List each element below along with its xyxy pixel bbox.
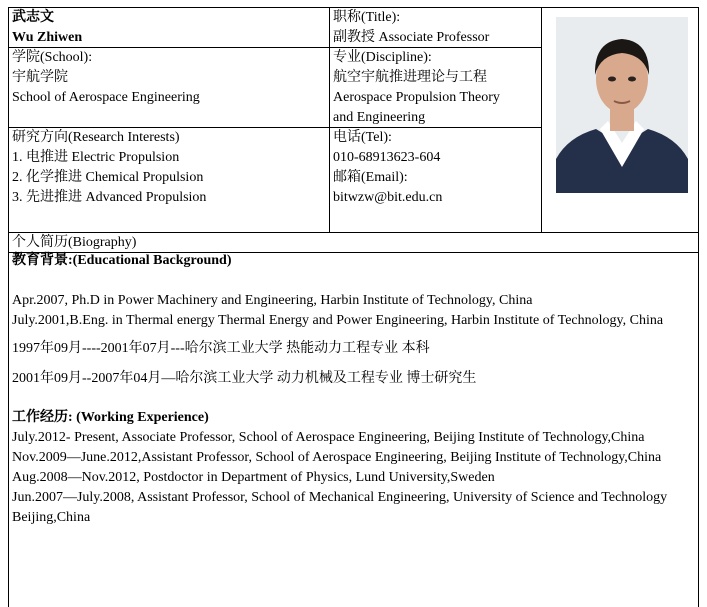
discipline-cn: 航空宇航推进理论与工程	[333, 70, 487, 85]
research-item: 3. 先进推进 Advanced Propulsion	[12, 190, 207, 205]
biography-label: 个人简历(Biography)	[12, 235, 137, 250]
school-label: 学院(School):	[12, 50, 93, 65]
contact-cell	[333, 128, 442, 208]
email-value: bitwzw@bit.edu.cn	[333, 190, 443, 205]
education-item-cn: 1997年09月----2001年07月---哈尔滨工业大学 热能动力工程专业 本科	[12, 341, 430, 356]
biography-section	[12, 251, 696, 528]
portrait-photo	[556, 17, 688, 193]
tel-value: 010-68913623-604	[333, 150, 441, 165]
discipline-label: 专业(Discipline):	[333, 50, 432, 65]
school-cell	[12, 48, 200, 108]
discipline-en-line-2: and Engineering	[333, 110, 426, 125]
name-en: Wu Zhiwen	[12, 30, 83, 45]
table-border-right	[698, 7, 699, 607]
name-cell	[12, 8, 82, 48]
education-item-cn: 2001年09月--2007年04月—哈尔滨工业大学 动力机械及工程专业 博士研究生	[12, 371, 477, 386]
title-value: 副教授 Associate Professor	[333, 30, 490, 45]
school-en: School of Aerospace Engineering	[12, 90, 200, 105]
research-cell	[12, 128, 206, 208]
tel-label: 电话(Tel):	[333, 130, 392, 145]
discipline-en-line-1: Aerospace Propulsion Theory	[333, 90, 500, 105]
work-item: July.2012- Present, Associate Professor, School of Aerospace Engineering, Beijing Institute of Technology,China	[12, 430, 645, 445]
title-label: 职称(Title):	[333, 10, 401, 25]
column-divider-2	[541, 7, 542, 232]
work-item: Jun.2007—July.2008, Assistant Professor, School of Mechanical Engineering, University of Science and Technology Beijing,China	[12, 490, 668, 525]
education-heading: 教育背景:(Educational Background)	[12, 253, 232, 268]
profile-table	[8, 7, 699, 607]
research-item: 2. 化学推进 Chemical Propulsion	[12, 170, 204, 185]
work-item: Nov.2009—June.2012,Assistant Professor, School of Aerospace Engineering, Beijing Institute of Technology,China	[12, 450, 662, 465]
table-border-left	[8, 7, 9, 607]
research-label: 研究方向(Research Interests)	[12, 130, 180, 145]
work-heading: 工作经历: (Working Experience)	[12, 410, 209, 425]
research-item: 1. 电推进 Electric Propulsion	[12, 150, 180, 165]
education-item: Apr.2007, Ph.D in Power Machinery and Engineering, Harbin Institute of Technology, China	[12, 293, 533, 308]
name-cn: 武志文	[12, 10, 54, 25]
education-item: July.2001,B.Eng. in Thermal energy Thermal Energy and Power Engineering, Harbin Institute of Technology, China	[12, 313, 664, 328]
column-divider-1	[329, 7, 330, 232]
title-cell	[333, 8, 489, 48]
discipline-cell	[333, 48, 500, 128]
work-item: Aug.2008—Nov.2012, Postdoctor in Department of Physics, Lund University,Sweden	[12, 470, 495, 485]
school-cn: 宇航学院	[12, 70, 68, 85]
email-label: 邮箱(Email):	[333, 170, 408, 185]
